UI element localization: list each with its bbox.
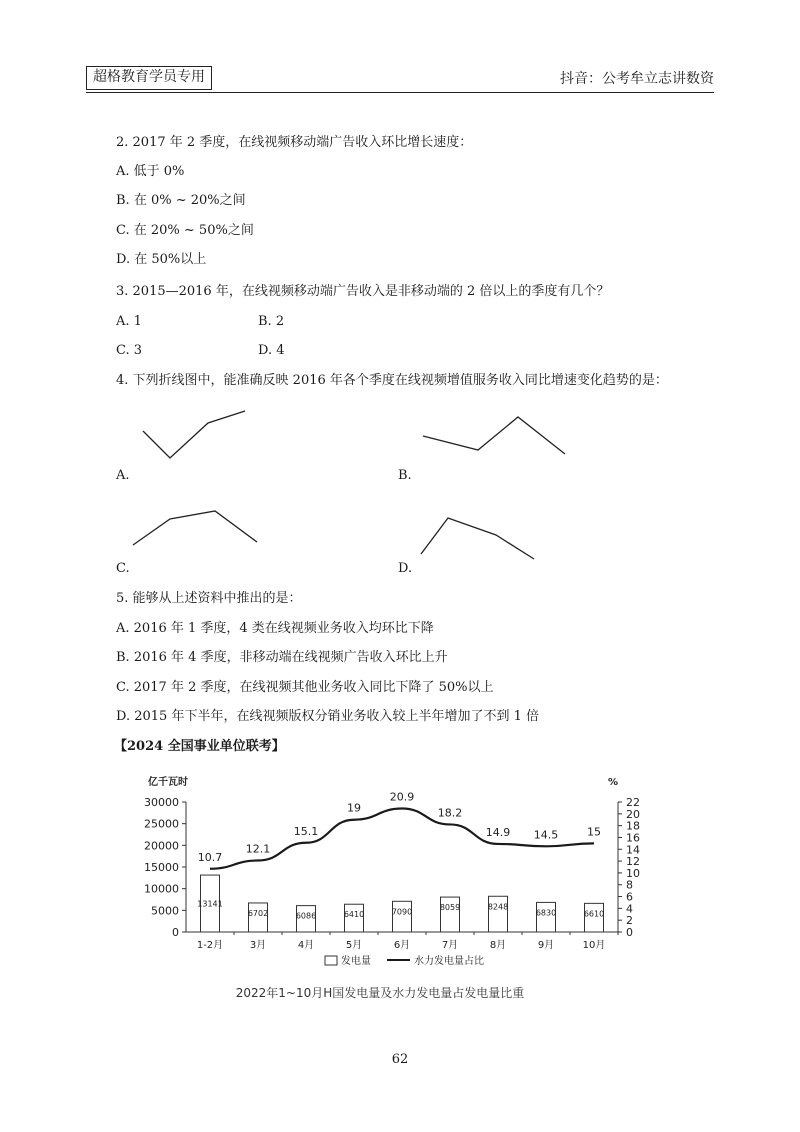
bar-value-label: 8248 (487, 902, 509, 912)
question-4-stem: 4. 下列折线图中，能准确反映 2016 年各个季度在线视频增值服务收入同比增速变化趋势的是： (116, 373, 668, 388)
x-tick-label: 10月 (582, 940, 606, 951)
left-tick-label: 5000 (151, 904, 179, 918)
bar-value-label: 6610 (583, 909, 605, 919)
right-tick-label: 2 (626, 914, 633, 928)
line-value-label: 19 (347, 801, 361, 815)
right-tick-label: 16 (626, 831, 640, 845)
bar-value-label: 6410 (343, 910, 365, 920)
question-2-stem: 2. 2017 年 2 季度，在线视频移动端广告收入环比增长速度： (116, 135, 473, 150)
bar-value-label: 6830 (535, 908, 557, 918)
right-tick-label: 8 (626, 878, 633, 892)
left-tick-label: 20000 (144, 839, 179, 853)
line-value-label: 20.9 (389, 790, 415, 804)
header-source: 抖音：公考牟立志讲数资 (560, 71, 714, 87)
left-tick-label: 0 (172, 926, 179, 939)
x-tick-labels (197, 932, 618, 951)
line-value-label: 15 (587, 825, 601, 839)
right-tick-label: 20 (626, 807, 640, 821)
x-tick-label: 6月 (393, 940, 411, 951)
line-value-label: 15.1 (293, 824, 319, 838)
question-2-option-a: A. 低于 0% (116, 164, 185, 179)
left-tick-label: 10000 (144, 882, 179, 896)
question-4-option-a: A. (116, 468, 130, 483)
bar-value-label: 7090 (391, 907, 413, 917)
question-3-option-c: C. 3 (116, 343, 143, 358)
left-tick-label: 15000 (144, 861, 179, 874)
question-3-option-a: A. 1 (116, 314, 142, 329)
x-tick-label: 8月 (489, 940, 507, 951)
x-tick-label: 9月 (537, 940, 555, 951)
right-tick-label: 0 (626, 926, 633, 939)
chart-title: 2022年1~10月H国发电量及水力发电量占发电量比重 (235, 986, 525, 1000)
question-3-option-b: B. 2 (258, 314, 285, 329)
question-2-option-d: D. 在 50%以上 (116, 252, 207, 267)
x-tick-label: 3月 (249, 940, 267, 951)
header-badge: 超格教育学员专用 (86, 66, 212, 90)
left-tick-label: 30000 (144, 796, 179, 809)
line-value-label: 14.5 (533, 828, 559, 842)
question-2-option-c: C. 在 20% ~ 50%之间 (116, 223, 254, 238)
legend-bar-swatch (325, 956, 337, 965)
chart-legend (325, 954, 484, 967)
line-series (198, 791, 601, 869)
bar-value-label: 13141 (197, 899, 223, 909)
x-tick-label: 1-2月 (196, 940, 224, 951)
chart-canvas (130, 775, 670, 1005)
x-tick-label: 4月 (297, 940, 315, 951)
legend-bar-label: 发电量 (341, 956, 371, 967)
x-tick-label: 5月 (345, 940, 363, 951)
option-d-line-sketch (418, 514, 538, 562)
left-axis-unit: 亿千瓦时 (148, 777, 188, 788)
question-4-option-b: B. (398, 468, 412, 483)
right-tick-label: 22 (626, 796, 640, 809)
right-tick-label: 14 (626, 843, 640, 857)
question-4-option-c: C. (116, 561, 130, 576)
right-tick-label: 18 (626, 819, 640, 833)
bar-value-label: 8059 (439, 903, 461, 913)
option-a-line-sketch (140, 408, 250, 463)
bar (393, 901, 412, 932)
question-4-option-d: D. (398, 561, 413, 576)
option-c-line-sketch (130, 507, 260, 549)
question-5-option-b: B. 2016 年 4 季度，非移动端在线视频广告收入环比上升 (116, 650, 448, 665)
question-5-option-c: C. 2017 年 2 季度，在线视频其他业务收入同比下降了 50%以上 (116, 680, 494, 695)
x-tick-label: 7月 (441, 940, 459, 951)
legend-line-label: 水力发电量占比 (414, 956, 484, 967)
section-title: 【2024 全国事业单位联考】 (114, 739, 285, 754)
line-value-label: 18.2 (437, 806, 463, 820)
line-value-label: 10.7 (197, 850, 223, 864)
question-5-option-a: A. 2016 年 1 季度，4 类在线视频业务收入均环比下降 (116, 621, 434, 636)
bar-value-label: 6086 (295, 911, 317, 921)
bar-series (197, 875, 604, 932)
question-2-option-b: B. 在 0% ~ 20%之间 (116, 193, 246, 208)
line-value-label: 14.9 (485, 825, 511, 839)
line-value-label: 12.1 (245, 842, 271, 856)
question-3-stem: 3. 2015—2016 年，在线视频移动端广告收入是非移动端的 2 倍以上的季度有几个？ (116, 284, 610, 299)
option-b-line-sketch (420, 412, 570, 457)
bar-value-label: 6702 (247, 908, 269, 918)
right-tick-label: 6 (626, 890, 633, 904)
question-5-stem: 5. 能够从上述资料中推出的是： (116, 591, 302, 606)
right-tick-label: 10 (626, 866, 640, 880)
question-3-option-d: D. 4 (258, 343, 285, 358)
right-axis-unit: % (608, 777, 619, 788)
left-tick-label: 25000 (144, 817, 179, 831)
page-number: 62 (391, 1052, 409, 1067)
power-generation-chart (130, 775, 670, 1005)
right-tick-label: 4 (626, 902, 633, 916)
header-divider (86, 92, 714, 93)
right-tick-label: 12 (626, 855, 640, 869)
question-5-option-d: D. 2015 年下半年，在线视频版权分销业务收入较上半年增加了不到 1 倍 (116, 709, 539, 724)
